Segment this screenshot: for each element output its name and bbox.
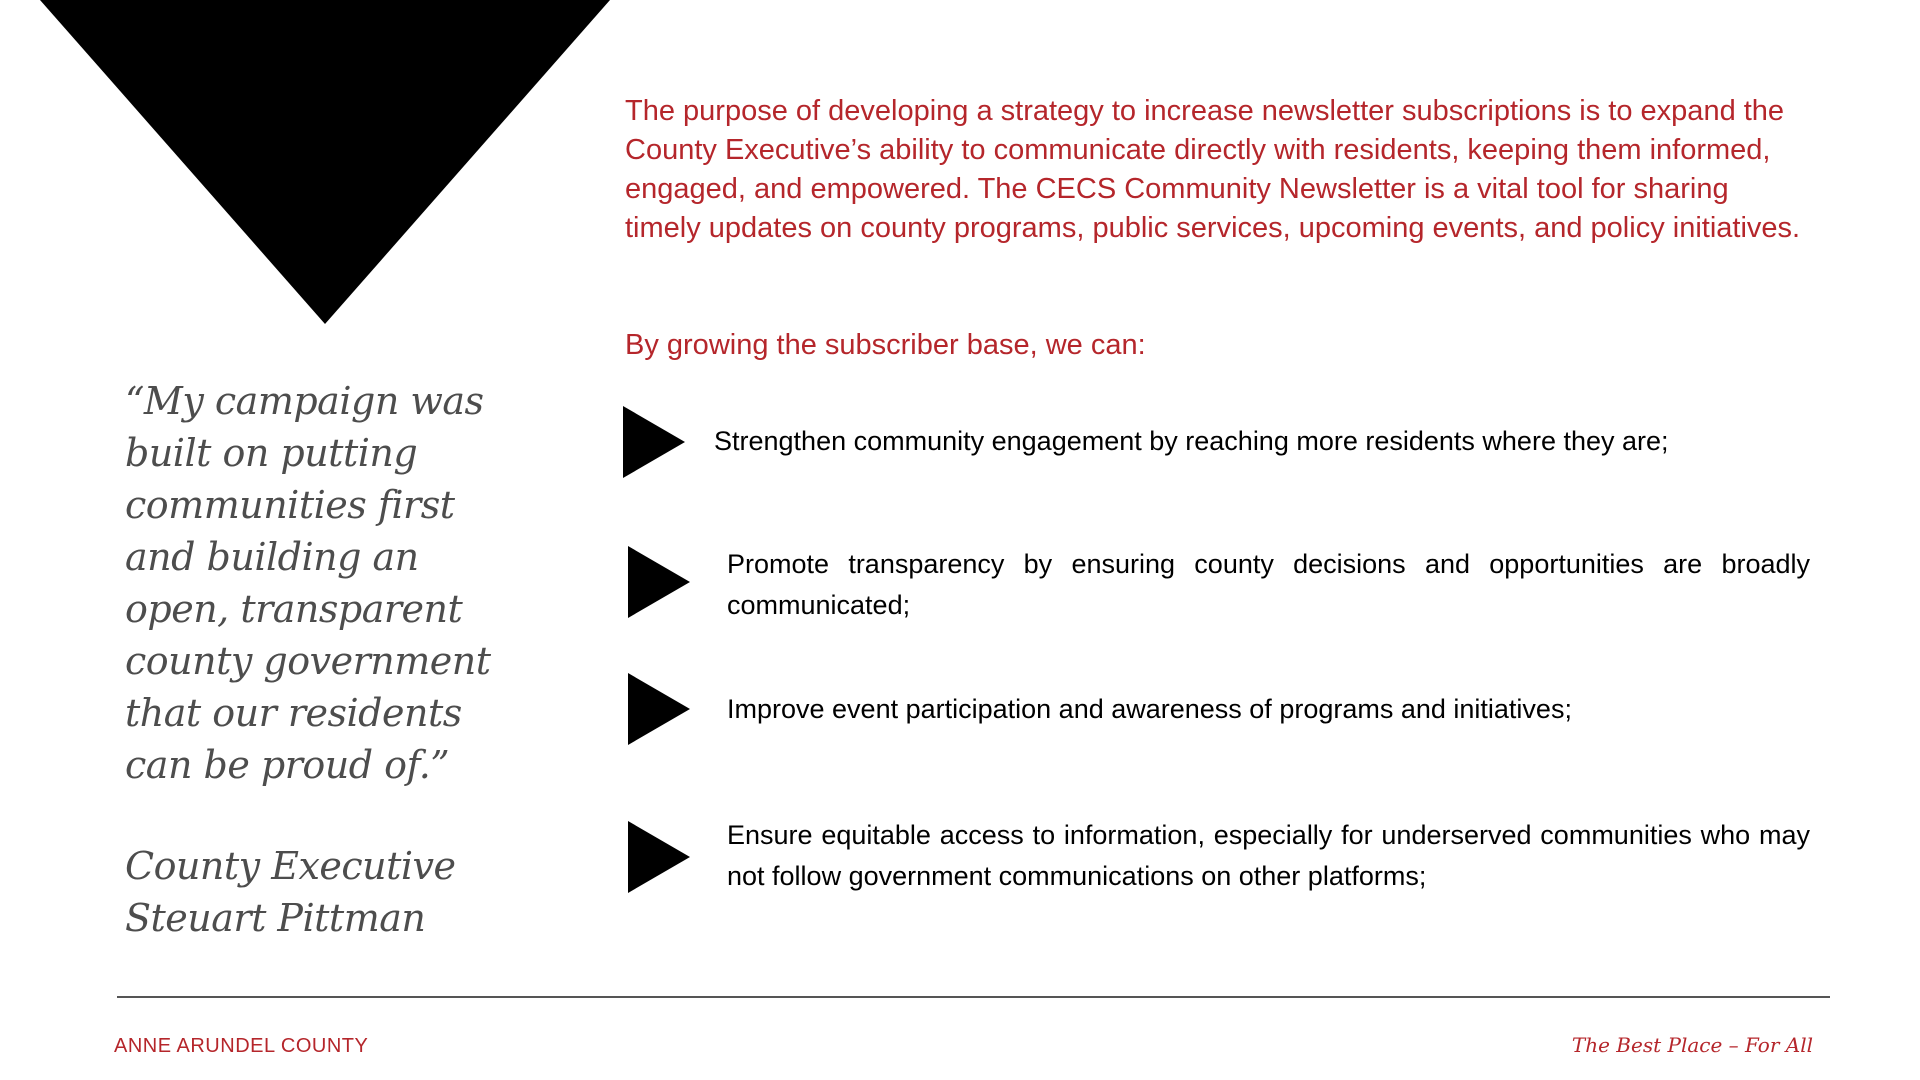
- quote-attribution: [125, 840, 545, 944]
- intro-paragraph: The purpose of developing a strategy to increase newsletter subscriptions is to expand the County Executive’s ability to communicate directly with residents, keeping them informed, engaged, and empowered. The CECS Community Newsletter is a vital tool for sharing timely updates on county programs, public services, upcoming events, and policy initiatives.: [625, 95, 1801, 244]
- bullet-item-2: Promote transparency by ensuring county decisions and opportunities are broadly communicated;: [727, 549, 1810, 620]
- attribution-name: Steuart Pittman: [125, 896, 426, 940]
- footer-divider: [117, 996, 1830, 998]
- footer-tagline: The Best Place – For All: [1571, 1033, 1813, 1057]
- triangle-right-icon: [628, 821, 690, 893]
- triangle-right-icon: [628, 546, 690, 618]
- bullet-item-3: Improve event participation and awareness of programs and initiatives;: [727, 694, 1572, 724]
- footer-organization: ANNE ARUNDEL COUNTY: [114, 1035, 369, 1057]
- decorative-triangle-icon: [40, 0, 610, 324]
- triangle-right-icon: [623, 406, 685, 478]
- bullet-item-4: Ensure equitable access to information, especially for underserved communities who may not follow government communications on other platforms;: [727, 820, 1810, 891]
- attribution-title: County Executive: [125, 844, 456, 888]
- lead-sentence: By growing the subscriber base, we can:: [625, 329, 1146, 361]
- bullet-item-1: Strengthen community engagement by reaching more residents where they are;: [714, 426, 1669, 456]
- pull-quote: “My campaign was built on putting communities first and building an open, transparent county government that our residents can be proud of.”: [125, 379, 491, 787]
- triangle-right-icon: [628, 673, 690, 745]
